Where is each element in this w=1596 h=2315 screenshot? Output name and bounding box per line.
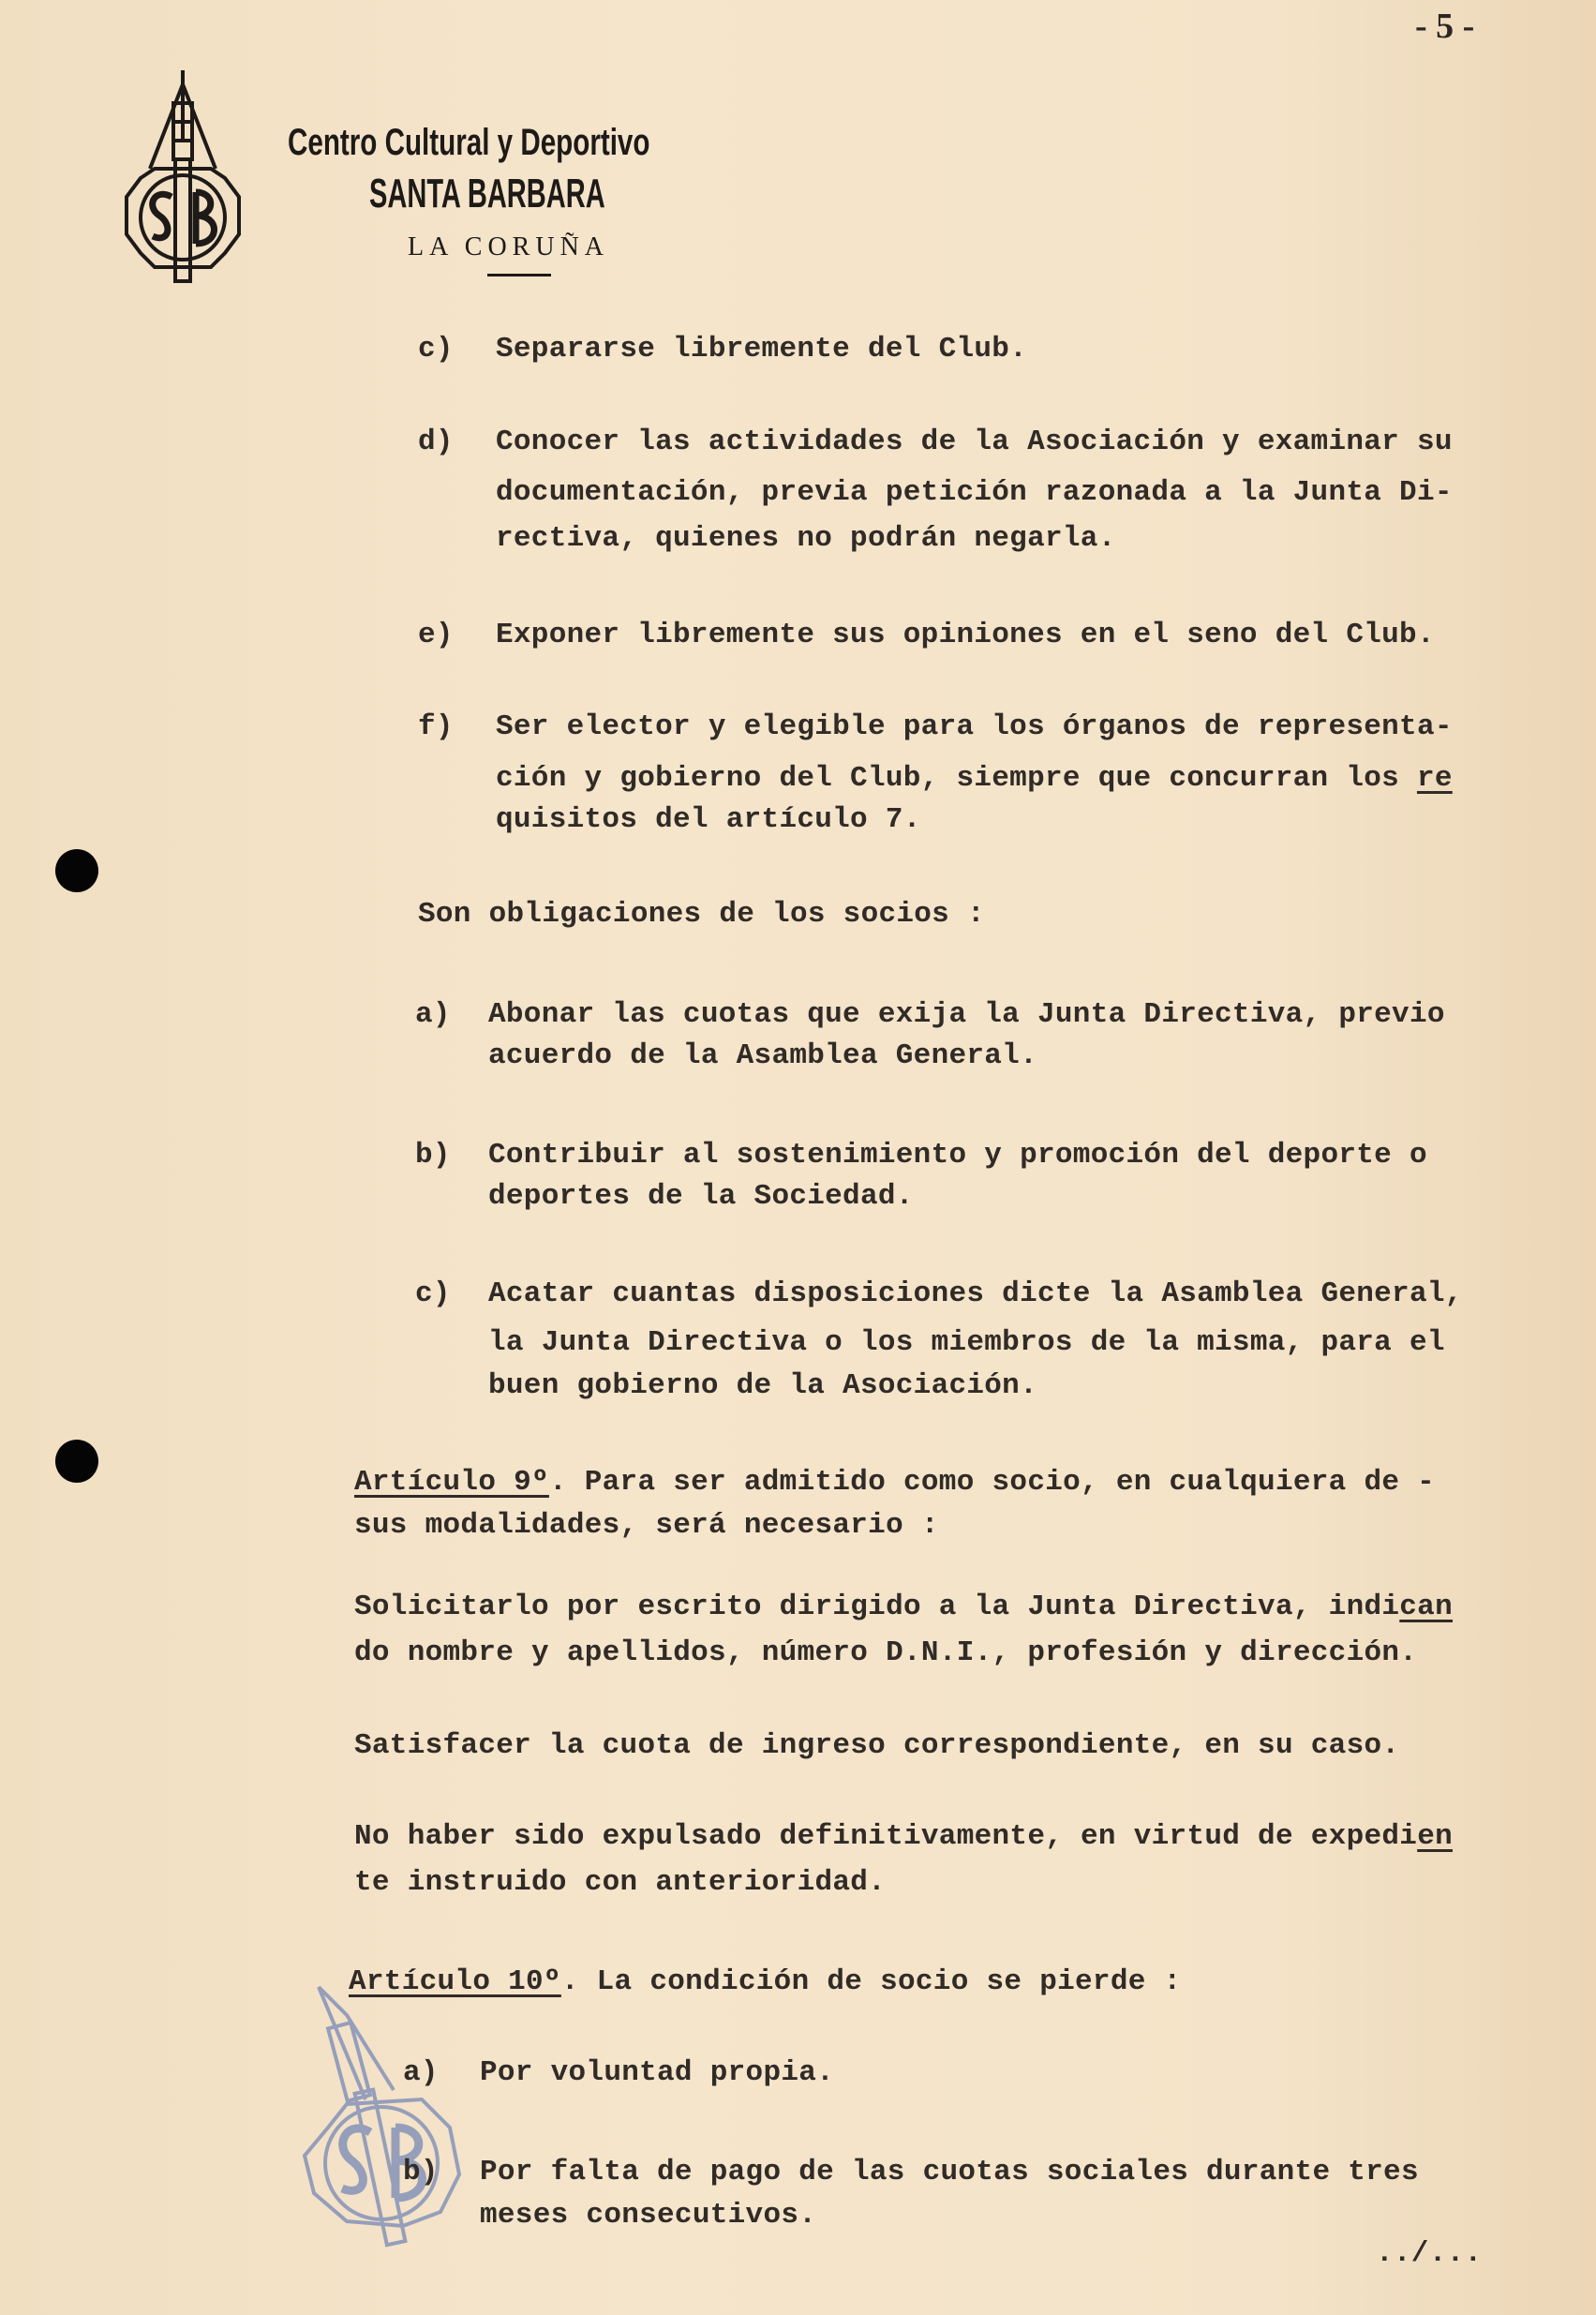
list-item-text: documentación, previa petición razonada a la Junta Di- [496, 476, 1453, 509]
punch-hole [55, 1440, 98, 1483]
list-item-text: Por falta de pago de las cuotas sociales durante tres [480, 2156, 1419, 2188]
article-text: . La condición de socio se pierde : [560, 1965, 1182, 1998]
letterhead-divider [487, 274, 551, 276]
list-label: b) [403, 2156, 439, 2188]
list-label: e) [418, 619, 454, 651]
list-item-text: Conocer las actividades de la Asociación y examinar su [496, 426, 1453, 458]
list-label: c) [415, 1277, 451, 1310]
paragraph: te instruido con anterioridad. [354, 1866, 887, 1899]
paragraph [354, 1820, 1453, 1853]
letterhead-title: Centro Cultural y Deportivo [288, 122, 650, 163]
paragraph [354, 1591, 1453, 1623]
list-item-text: acuerdo de la Asamblea General. [488, 1039, 1037, 1072]
list-label: a) [415, 998, 451, 1031]
list-item-text: Ser elector y elegible para los órganos de representa- [496, 710, 1453, 743]
list-label: a) [403, 2056, 439, 2089]
list-item-text: buen gobierno de la Asociación. [488, 1369, 1037, 1402]
punch-hole [55, 849, 98, 892]
list-item-text: Por voluntad propia. [480, 2056, 835, 2089]
paragraph: Satisfacer la cuota de ingreso correspondiente, en su caso. [354, 1729, 1400, 1762]
line-text: ción y gobierno del Club, siempre que concurran los [496, 762, 1417, 795]
continued-marker: ../... [1376, 2237, 1483, 2270]
club-logo-icon [117, 66, 248, 286]
underlined-text: re [1416, 762, 1453, 795]
list-item-text: rectiva, quienes no podrán negarla. [496, 522, 1116, 555]
line-text: Solicitarlo por escrito dirigido a la Junta Directiva, indi [354, 1591, 1400, 1623]
list-item-text: quisitos del artículo 7. [496, 803, 921, 836]
list-item-text: Acatar cuantas disposiciones dicte la Asamblea General, [488, 1277, 1463, 1310]
list-label: b) [415, 1139, 451, 1172]
obligations-intro: Son obligaciones de los socios : [418, 898, 985, 931]
list-item-text: meses consecutivos. [480, 2199, 817, 2232]
letterhead-city: LA CORUÑA [408, 232, 610, 261]
line-text: No haber sido expulsado definitivamente, en virtud de expedi [354, 1820, 1418, 1853]
list-item-text: Exponer libremente sus opiniones en el seno del Club. [496, 619, 1435, 651]
list-item-text: Separarse libremente del Club. [496, 333, 1028, 366]
page-number: - 5 - [1415, 7, 1475, 46]
letterhead-name: SANTA BARBARA [369, 171, 605, 217]
club-stamp-icon [291, 1978, 469, 2249]
list-item-text: la Junta Directiva o los miembros de la misma, para el [488, 1326, 1445, 1359]
list-item-text: deportes de la Sociedad. [488, 1180, 914, 1213]
article-text: . Para ser admitido como socio, en cualquiera de - [548, 1466, 1436, 1499]
paragraph: do nombre y apellidos, número D.N.I., profesión y dirección. [354, 1636, 1418, 1669]
article-text: sus modalidades, será necesario : [354, 1509, 939, 1542]
article-heading: Artículo 9º [354, 1466, 549, 1499]
underlined-text: can [1399, 1591, 1453, 1623]
article-9 [354, 1466, 1435, 1499]
list-item-text [496, 762, 1453, 795]
list-label: d) [418, 426, 454, 458]
underlined-text: en [1417, 1820, 1453, 1853]
article-10 [349, 1965, 1181, 1998]
list-item-text: Abonar las cuotas que exija la Junta Directiva, previo [488, 998, 1445, 1031]
list-label: c) [418, 333, 454, 366]
list-item-text: Contribuir al sostenimiento y promoción del deporte o [488, 1139, 1427, 1172]
article-heading: Artículo 10º [349, 1965, 561, 1998]
list-label: f) [418, 710, 454, 743]
